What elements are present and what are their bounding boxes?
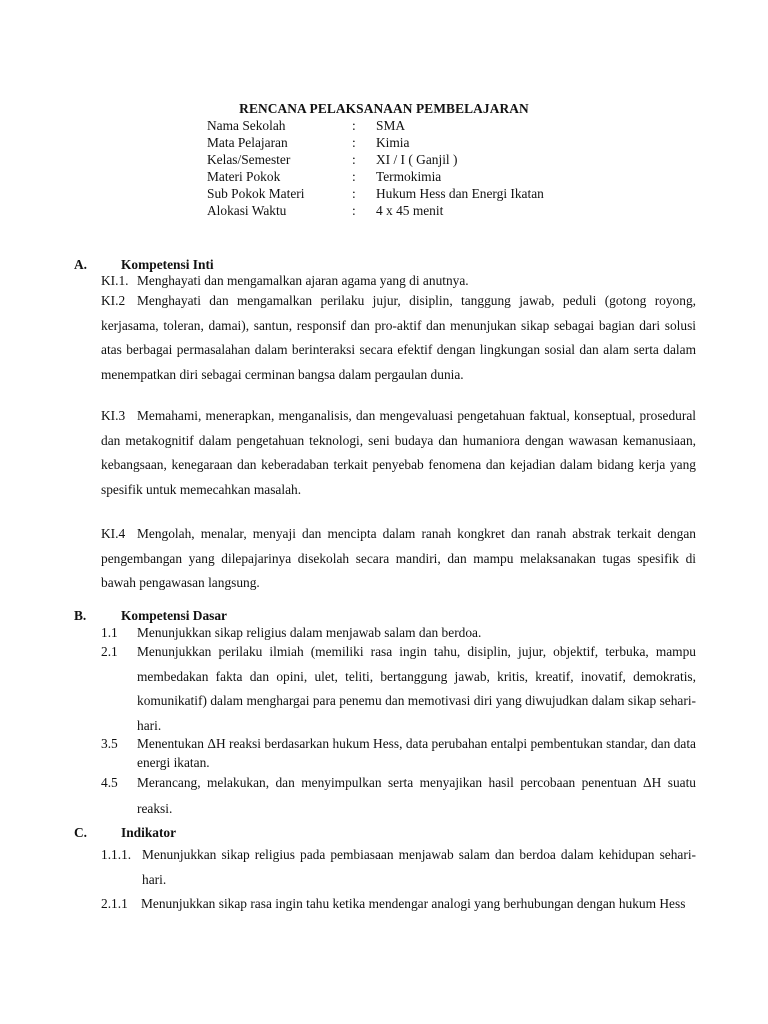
item-number: KI.1. xyxy=(101,273,129,288)
section-title: Indikator xyxy=(121,825,177,840)
item-number: KI.2 xyxy=(101,293,126,308)
kd-item xyxy=(101,770,696,822)
kd-item xyxy=(101,624,696,641)
identity-colon: : xyxy=(352,152,356,167)
item-text: Menunjukkan sikap religius pada pembiasaan menjawab salam dan berdoa dalam kehidupan sehari-hari. xyxy=(142,847,696,887)
kd-item xyxy=(101,640,696,738)
identity-label: Nama Sekolah xyxy=(207,118,286,133)
identity-colon: : xyxy=(352,118,356,133)
identity-row xyxy=(207,168,544,185)
identity-table xyxy=(207,117,544,219)
item-number: 1.1.1. xyxy=(101,847,132,862)
identity-value: Kimia xyxy=(376,135,410,150)
section-title: Kompetensi Inti xyxy=(121,257,214,272)
indicator-item xyxy=(101,891,696,916)
ki-item xyxy=(101,404,696,502)
item-text: Memahami, menerapkan, menganalisis, dan mengevaluasi pengetahuan faktual, konseptual, prosedural dan metakognitif dalam pengetahuan teknologi, seni budaya dan humaniora dengan wawasan kemanusiaan, kebangsaan, kenegaraan dan keberadaban terkait penyebab fenomena dan kejadian dalam bidang kerja yang spesifik untuk memecahkan masalah. xyxy=(101,408,696,497)
item-text: Menunjukkan perilaku ilmiah (memiliki rasa ingin tahu, disiplin, jujur, objektif, terbuka, mampu membedakan fakta dan opini, ulet, teliti, bertanggung jawab, kritis, kreatif, inovatif, demokratis, komunikatif) dalam menghargai para penemu dan memotivasi diri yang diwujudkan dalam sikap sehari-hari. xyxy=(137,644,696,733)
kd-item xyxy=(101,734,696,772)
identity-row xyxy=(207,202,544,219)
document-title: RENCANA PELAKSANAAN PEMBELAJARAN xyxy=(239,101,529,116)
identity-colon: : xyxy=(352,169,356,184)
identity-colon: : xyxy=(352,135,356,150)
item-text: Menunjukkan sikap rasa ingin tahu ketika mendengar analogi yang berhubungan dengan hukum Hess xyxy=(141,896,686,911)
identity-colon: : xyxy=(352,186,356,201)
identity-label: Alokasi Waktu xyxy=(207,203,287,218)
identity-value: SMA xyxy=(376,118,406,133)
identity-value: Hukum Hess dan Energi Ikatan xyxy=(376,186,544,201)
section-heading-kompetensi-dasar xyxy=(74,607,227,624)
item-text: Merancang, melakukan, dan menyimpulkan serta menyajikan hasil percobaan penentuan ΔH suatu reaksi. xyxy=(137,775,696,816)
item-number: 1.1 xyxy=(101,625,118,640)
identity-row xyxy=(207,185,544,202)
item-number: KI.4 xyxy=(101,526,126,541)
ki-item xyxy=(101,289,696,387)
identity-value: Termokimia xyxy=(376,169,442,184)
section-letter: B. xyxy=(74,608,87,623)
item-number: 2.1.1 xyxy=(101,896,128,911)
identity-label: Mata Pelajaran xyxy=(207,135,288,150)
section-heading-indikator xyxy=(74,824,176,841)
indicator-item xyxy=(101,842,696,892)
identity-value: 4 x 45 menit xyxy=(376,203,444,218)
ki-item xyxy=(101,272,696,289)
identity-row xyxy=(207,134,544,151)
item-number: 4.5 xyxy=(101,775,118,790)
identity-label: Kelas/Semester xyxy=(207,152,291,167)
item-text: Menunjukkan sikap religius dalam menjawab salam dan berdoa. xyxy=(137,625,482,640)
item-number: KI.3 xyxy=(101,408,126,423)
identity-row xyxy=(207,117,544,134)
item-number: 3.5 xyxy=(101,736,118,751)
item-text: Menghayati dan mengamalkan perilaku jujur, disiplin, tanggung jawab, peduli (gotong royong, kerjasama, toleran, damai), santun, responsif dan pro-aktif dan menunjukan sikap sebagai bagian dari solusi atas berbagai permasalahan dalam berinteraksi secara efektif dengan lingkungan sosial dan alam serta dalam menempatkan diri sebagai cerminan bangsa dalam pergaulan dunia. xyxy=(101,293,696,382)
identity-label: Materi Pokok xyxy=(207,169,281,184)
section-letter: C. xyxy=(74,825,88,840)
section-heading-kompetensi-inti xyxy=(74,256,214,273)
section-letter: A. xyxy=(74,257,88,272)
item-number: 2.1 xyxy=(101,644,118,659)
item-text: Menghayati dan mengamalkan ajaran agama yang di anutnya. xyxy=(137,273,469,288)
identity-colon: : xyxy=(352,203,356,218)
ki-item xyxy=(101,522,696,596)
identity-value: XI / I ( Ganjil ) xyxy=(376,152,458,167)
identity-label: Sub Pokok Materi xyxy=(207,186,305,201)
item-text: Mengolah, menalar, menyaji dan mencipta dalam ranah kongkret dan ranah abstrak terkait dengan pengembangan yang dilepajarinya disekolah secara mandiri, dan mampu melaksanakan tugas spesifik di bawah pengawasan langsung. xyxy=(101,526,696,590)
item-text: Menentukan ΔH reaksi berdasarkan hukum Hess, data perubahan entalpi pembentukan standar, dan data energi ikatan. xyxy=(137,736,696,770)
section-title: Kompetensi Dasar xyxy=(121,608,228,623)
identity-row xyxy=(207,151,544,168)
